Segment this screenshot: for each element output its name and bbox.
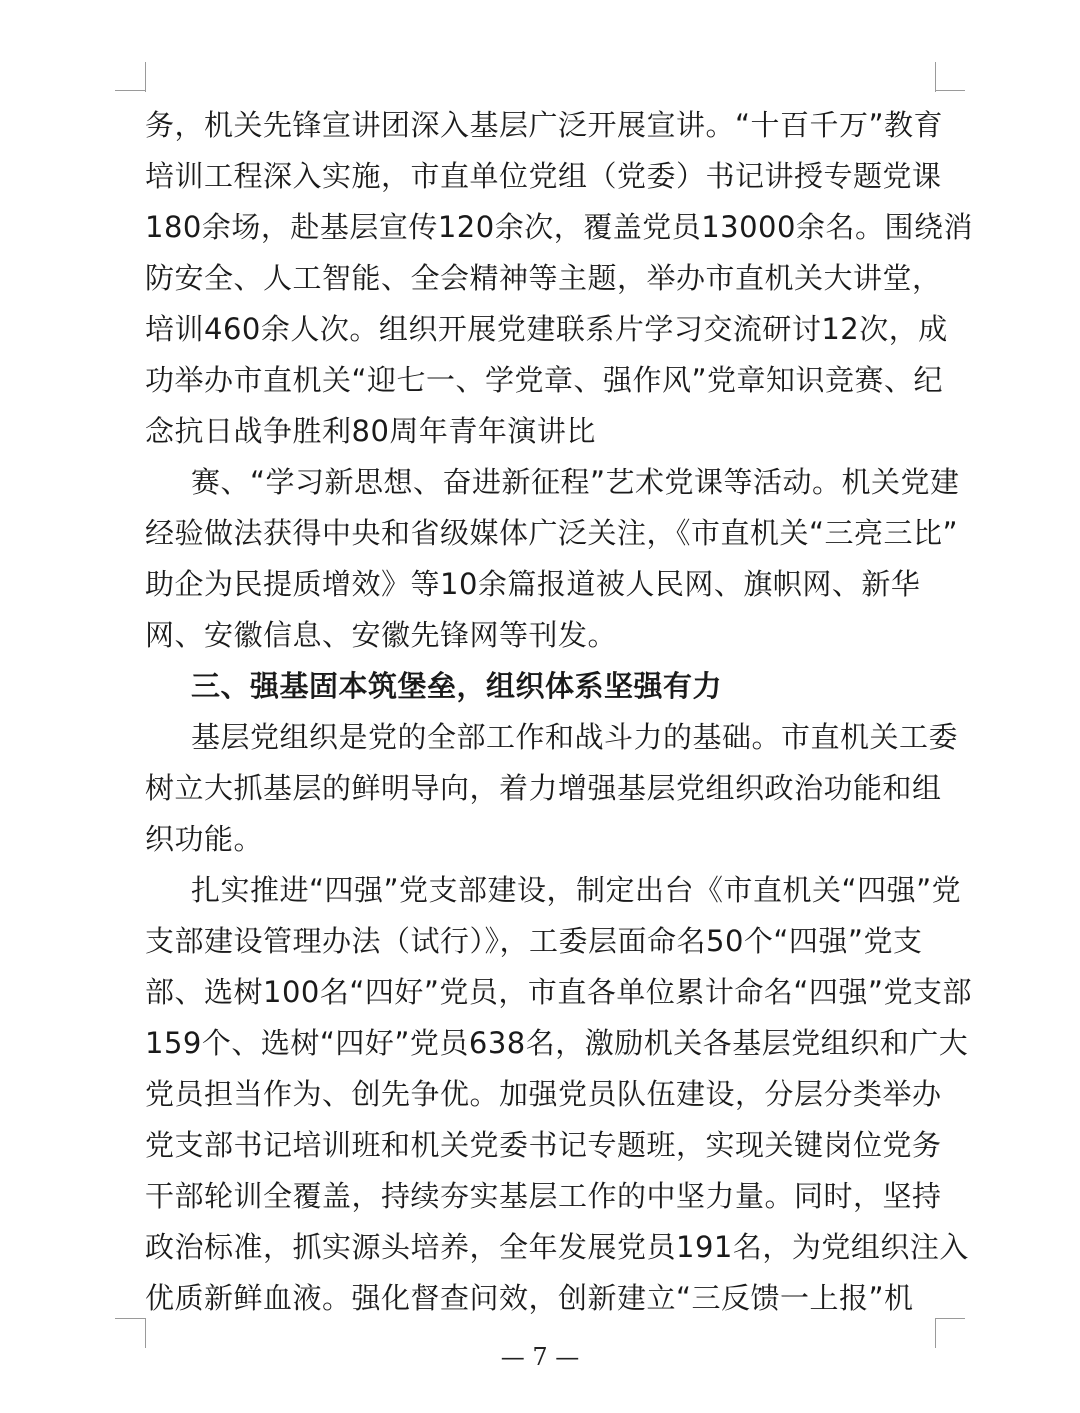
text-line: 优质新鲜血液。强化督查问效，创新建立“三反馈一上报”机: [145, 1281, 914, 1315]
text-line: 党员担当作为、创先争优。加强党员队伍建设，分层分类举办: [145, 1077, 942, 1111]
text-line: 180余场，赴基层宣传120余次，覆盖党员13000余名。围绕消: [145, 210, 973, 244]
text-line: 干部轮训全覆盖，持续夯实基层工作的中坚力量。同时，坚持: [145, 1179, 942, 1213]
text-line: 织功能。: [145, 822, 264, 856]
text-line: 支部建设管理办法（试行）》，工委层面命名50个“四强”党支: [145, 924, 923, 958]
text-line: 部、选树100名“四好”党员，市直各单位累计命名“四强”党支部: [145, 975, 972, 1009]
text-line: 159个、选树“四好”党员638名，激励机关各基层党组织和广大: [145, 1026, 969, 1060]
section-heading: 三、强基固本筑堡垒，组织体系坚强有力: [191, 669, 723, 703]
crop-mark-top-left-h: [115, 90, 145, 91]
text-line: 扎实推进“四强”党支部建设，制定出台《市直机关“四强”党: [191, 873, 962, 907]
text-line: 助企为民提质增效》等10余篇报道被人民网、旗帜网、新华: [145, 567, 921, 601]
text-line: 培训460余人次。组织开展党建联系片学习交流研讨12次，成: [145, 312, 948, 346]
crop-mark-bottom-left-h: [115, 1318, 145, 1319]
crop-mark-top-right-h: [935, 90, 965, 91]
text-line: 防安全、人工智能、全会精神等主题，举办市直机关大讲堂，: [145, 261, 942, 295]
text-line: 党支部书记培训班和机关党委书记专题班，实现关键岗位党务: [145, 1128, 942, 1162]
text-line: 念抗日战争胜利80周年青年演讲比: [145, 414, 596, 448]
text-line: 培训工程深入实施，市直单位党组（党委）书记讲授专题党课: [145, 159, 942, 193]
text-line: 务，机关先锋宣讲团深入基层广泛开展宣讲。“十百千万”教育: [145, 108, 944, 142]
text-line: 树立大抓基层的鲜明导向，着力增强基层党组织政治功能和组: [145, 771, 942, 805]
crop-mark-top-right-v: [935, 62, 936, 92]
text-line: 赛、“学习新思想、奋进新征程”艺术党课等活动。机关党建: [191, 465, 960, 499]
text-line: 功举办市直机关“迎七一、学党章、强作风”党章知识竞赛、纪: [145, 363, 944, 397]
document-body: [145, 100, 973, 1324]
text-line: 网、安徽信息、安徽先锋网等刊发。: [145, 618, 618, 652]
text-line: 政治标准，抓实源头培养，全年发展党员191名，为党组织注入: [145, 1230, 969, 1264]
page-number: — 7 —: [500, 1343, 580, 1371]
text-line: 经验做法获得中央和省级媒体广泛关注，《市直机关“三亮三比”: [145, 516, 959, 550]
crop-mark-top-left-v: [145, 62, 146, 92]
text-line: 基层党组织是党的全部工作和战斗力的基础。市直机关工委: [191, 720, 959, 754]
